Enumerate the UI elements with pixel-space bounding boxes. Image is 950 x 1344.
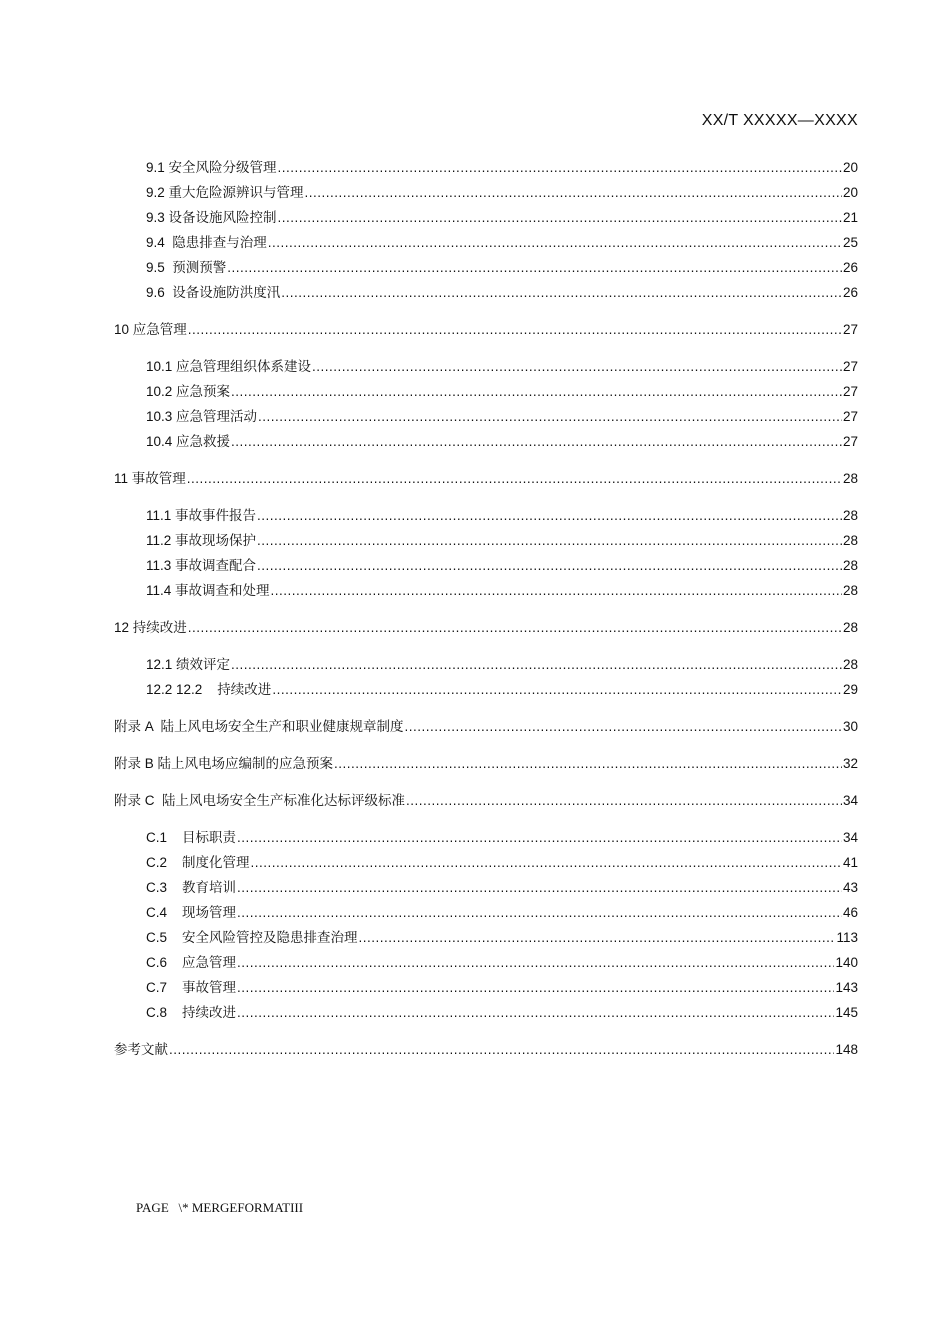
dot-leader: [237, 875, 842, 900]
dot-leader: [278, 155, 842, 180]
toc-entry[interactable]: [114, 615, 858, 640]
dot-leader: [251, 850, 842, 875]
toc-entry[interactable]: [114, 180, 858, 205]
toc-entry[interactable]: [114, 788, 858, 813]
toc-entry-title: 9.4 隐患排查与治理: [146, 235, 267, 250]
document-code-header: XX/T XXXXX—XXXX: [701, 112, 858, 129]
toc-entry-page-number: 46: [842, 905, 858, 920]
toc-entry-title: 10.2 应急预案: [146, 384, 231, 399]
toc-entry-page-number: 28: [842, 533, 858, 548]
toc-entry-page-number: 34: [842, 830, 858, 845]
toc-entry-page-number: 20: [842, 185, 858, 200]
toc-entry[interactable]: [114, 354, 858, 379]
toc-entry-title: C.2 制度化管理: [146, 855, 250, 870]
dot-leader: [187, 466, 842, 491]
toc-entry[interactable]: [114, 404, 858, 429]
toc-entry-title: 9.1 安全风险分级管理: [146, 160, 277, 175]
dot-leader: [281, 280, 842, 305]
toc-entry-title: C.4 现场管理: [146, 905, 237, 920]
dot-leader: [227, 255, 842, 280]
toc-entry[interactable]: [114, 677, 858, 702]
toc-entry-page-number: 28: [842, 620, 858, 635]
toc-entry-title: C.6 应急管理: [146, 955, 237, 970]
toc-entry[interactable]: [114, 553, 858, 578]
toc-entry-page-number: 41: [842, 855, 858, 870]
toc-entry-page-number: 32: [842, 756, 858, 771]
toc-entry-title: 附录 A 陆上风电场安全生产和职业健康规章制度: [114, 719, 404, 734]
toc-entry[interactable]: [114, 751, 858, 776]
toc-entry[interactable]: [114, 317, 858, 342]
toc-entry-page-number: 27: [842, 409, 858, 424]
dot-leader: [312, 354, 842, 379]
toc-entry-title: C.3 教育培训: [146, 880, 237, 895]
toc-entry[interactable]: [114, 850, 858, 875]
toc-entry-title: 附录 C 陆上风电场安全生产标准化达标评级标准: [114, 793, 406, 808]
dot-leader: [268, 230, 842, 255]
toc-entry-page-number: 43: [842, 880, 858, 895]
dot-leader: [334, 751, 842, 776]
toc-entry[interactable]: [114, 1037, 858, 1062]
dot-leader: [406, 788, 842, 813]
dot-leader: [257, 528, 842, 553]
toc-entry[interactable]: [114, 230, 858, 255]
dot-leader: [188, 615, 842, 640]
toc-entry-title: 10 应急管理: [114, 322, 187, 337]
toc-entry[interactable]: [114, 825, 858, 850]
toc-entry-page-number: 140: [835, 955, 858, 970]
toc-entry[interactable]: [114, 652, 858, 677]
toc-entry-page-number: 27: [842, 434, 858, 449]
dot-leader: [405, 714, 842, 739]
toc-entry-page-number: 26: [842, 260, 858, 275]
toc-entry-page-number: 113: [836, 930, 858, 945]
toc-entry-title: C.5 安全风险管控及隐患排查治理: [146, 930, 358, 945]
toc-entry-title: C.7 事故管理: [146, 980, 237, 995]
toc-entry-page-number: 29: [842, 682, 858, 697]
toc-entry[interactable]: [114, 975, 858, 1000]
toc-entry[interactable]: [114, 205, 858, 230]
toc-entry[interactable]: [114, 255, 858, 280]
dot-leader: [237, 950, 834, 975]
toc-entry[interactable]: [114, 379, 858, 404]
toc-entry-title: 9.3 设备设施风险控制: [146, 210, 277, 225]
toc-entry-title: 10.3 应急管理活动: [146, 409, 258, 424]
toc-entry-page-number: 25: [842, 235, 858, 250]
dot-leader: [231, 652, 842, 677]
dot-leader: [278, 205, 842, 230]
toc-entry-page-number: 28: [842, 583, 858, 598]
dot-leader: [231, 429, 842, 454]
toc-entry-title: 11.3 事故调查配合: [146, 558, 257, 573]
toc-entry[interactable]: [114, 950, 858, 975]
dot-leader: [271, 578, 842, 603]
toc-entry-title: 11 事故管理: [114, 471, 186, 486]
toc-entry-page-number: 20: [842, 160, 858, 175]
dot-leader: [305, 180, 842, 205]
toc-entry[interactable]: [114, 925, 858, 950]
toc-entry[interactable]: [114, 429, 858, 454]
page-footer-field: PAGE \* MERGEFORMATIII: [136, 1200, 304, 1215]
toc-entry[interactable]: [114, 1000, 858, 1025]
toc-entry-page-number: 26: [842, 285, 858, 300]
toc-entry-title: 参考文献: [114, 1042, 168, 1057]
toc-entry-title: 11.1 事故事件报告: [146, 508, 257, 523]
dot-leader: [258, 404, 842, 429]
dot-leader: [237, 900, 842, 925]
toc-entry-title: 10.1 应急管理组织体系建设: [146, 359, 312, 374]
toc-entry-title: 9.2 重大危险源辨识与管理: [146, 185, 304, 200]
dot-leader: [169, 1037, 834, 1062]
toc-entry-title: 12 持续改进: [114, 620, 187, 635]
toc-entry[interactable]: [114, 155, 858, 180]
toc-entry-title: 12.1 绩效评定: [146, 657, 231, 672]
toc-entry[interactable]: [114, 280, 858, 305]
toc-entry[interactable]: [114, 714, 858, 739]
dot-leader: [257, 553, 842, 578]
dot-leader: [359, 925, 836, 950]
toc-entry[interactable]: [114, 875, 858, 900]
dot-leader: [237, 1000, 834, 1025]
toc-entry-page-number: 28: [842, 558, 858, 573]
toc-entry-page-number: 21: [842, 210, 858, 225]
dot-leader: [272, 677, 842, 702]
toc-entry-page-number: 143: [835, 980, 858, 995]
toc-entry-page-number: 27: [842, 384, 858, 399]
toc-entry-page-number: 28: [842, 657, 858, 672]
toc-entry-title: 12.2 12.2 持续改进: [146, 682, 272, 697]
toc-entry-page-number: 145: [835, 1005, 858, 1020]
toc-entry-title: C.1 目标职责: [146, 830, 237, 845]
toc-entry[interactable]: [114, 528, 858, 553]
toc-entry-page-number: 148: [835, 1042, 858, 1057]
toc-entry-page-number: 34: [842, 793, 858, 808]
toc-entry[interactable]: [114, 503, 858, 528]
toc-entry[interactable]: [114, 900, 858, 925]
toc-entry-page-number: 27: [842, 322, 858, 337]
toc-entry-title: C.8 持续改进: [146, 1005, 237, 1020]
toc-entry-title: 9.5 预测预警: [146, 260, 227, 275]
dot-leader: [237, 975, 834, 1000]
toc-entry[interactable]: [114, 466, 858, 491]
dot-leader: [257, 503, 842, 528]
toc-entry-title: 10.4 应急救援: [146, 434, 231, 449]
dot-leader: [231, 379, 842, 404]
toc-entry-page-number: 30: [842, 719, 858, 734]
toc-entry-title: 附录 B 陆上风电场应编制的应急预案: [114, 756, 334, 771]
toc-entry-page-number: 28: [842, 508, 858, 523]
toc-entry[interactable]: [114, 578, 858, 603]
toc-entry-title: 11.2 事故现场保护: [146, 533, 257, 548]
toc-entry-title: 11.4 事故调查和处理: [146, 583, 270, 598]
dot-leader: [188, 317, 842, 342]
toc-entry-page-number: 27: [842, 359, 858, 374]
toc-entry-page-number: 28: [842, 471, 858, 486]
table-of-contents: [114, 155, 858, 1074]
dot-leader: [237, 825, 842, 850]
toc-entry-title: 9.6 设备设施防洪度汛: [146, 285, 281, 300]
